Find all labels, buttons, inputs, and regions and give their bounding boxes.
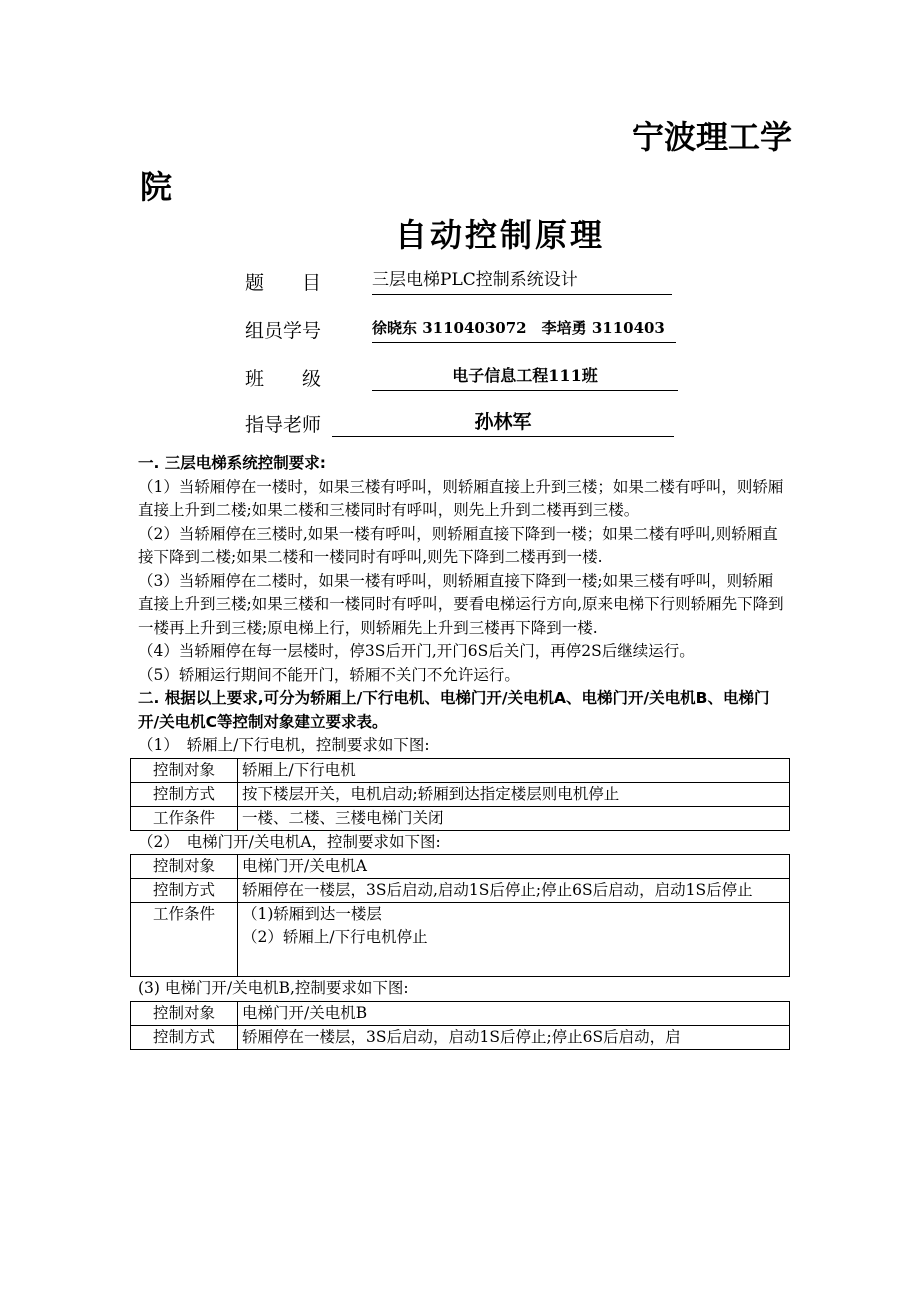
document-body [138,452,788,1050]
table-caption: (3) 电梯门开/关电机B,控制要求如下图: [138,979,409,997]
members-value: 徐晓东 3110403072 李培勇 3110403 [372,316,676,343]
table-row [131,879,790,903]
topic-value: 三层电梯PLC控制系统设计 [372,268,672,295]
table-row [131,782,790,806]
topic-label: 题 目 [245,272,322,294]
university-title-line2: 院 [140,168,173,206]
requirement-item: （3）当轿厢停在二楼时，如果一楼有呼叫，则轿厢直接下降到一楼;如果三楼有呼叫，则轿厢直接上升到三楼;如果三楼和一楼同时有呼叫，要看电梯运行方向,原来电梯下行则轿厢先下降到一楼再上升到三楼;原电梯上行，则轿厢先上升到三楼再下降到一楼. [138,571,784,637]
teacher-label: 指导老师 [245,414,322,436]
teacher-value: 孙林军 [332,410,674,437]
table-value: 轿厢停在一楼层，3S后启动，启动1S后停止;停止6S后启动，启 [238,1025,790,1049]
table-key: 控制方式 [131,1025,238,1049]
requirement-item: （4）当轿厢停在每一层楼时，停3S后开门,开门6S后关门，再停2S后继续运行。 [138,642,695,660]
section1-heading: 一. 三层电梯系统控制要求: [138,454,326,472]
table-key: 工作条件 [131,806,238,830]
table-row [131,1001,790,1025]
table-row [131,1025,790,1049]
table-key: 控制对象 [131,758,238,782]
table-row [131,758,790,782]
table-value: 轿厢上/下行电机 [238,758,790,782]
table-key: 控制方式 [131,782,238,806]
class-value: 电子信息工程111班 [372,364,678,391]
table-row [131,855,790,879]
table-key: 控制方式 [131,879,238,903]
requirement-item: （5）轿厢运行期间不能开门，轿厢不关门不允许运行。 [138,665,520,684]
table-caption: （2） 电梯门开/关电机A，控制要求如下图: [138,832,441,851]
requirement-table-1 [130,758,790,831]
table-value: 轿厢停在一楼层，3S后启动,启动1S后停止;停止6S后启动，启动1S后停止 [238,879,790,903]
table-row [131,903,790,977]
requirement-item: （2）当轿厢停在三楼时,如果一楼有呼叫，则轿厢直接下降到一楼；如果二楼有呼叫,则轿厢直接下降到二楼;如果二楼和一楼同时有呼叫,则先下降到二楼再到一楼. [138,524,778,566]
table-key: 工作条件 [131,903,238,977]
requirement-table-3 [130,1001,790,1050]
class-label: 班 级 [245,368,322,390]
table-row [131,806,790,830]
course-title: 自动控制原理 [394,216,605,254]
table-key: 控制对象 [131,855,238,879]
table-value: 一楼、二楼、三楼电梯门关闭 [238,806,790,830]
university-title-line1: 宁波理工学 [631,118,792,156]
table-key: 控制对象 [131,1001,238,1025]
info-row-topic [0,268,920,298]
table-value: 电梯门开/关电机A [238,855,790,879]
requirement-table-2 [130,854,790,977]
table-value: （1)轿厢到达一楼层 （2）轿厢上/下行电机停止 [238,903,790,977]
info-row-class [0,364,920,394]
requirement-item: （1）当轿厢停在一楼时，如果三楼有呼叫，则轿厢直接上升到三楼；如果二楼有呼叫，则轿厢直接上升到二楼;如果二楼和三楼同时有呼叫，则先上升到二楼再到三楼。 [138,477,784,519]
info-row-members [0,316,920,346]
table-value: 按下楼层开关，电机启动;轿厢到达指定楼层则电机停止 [238,782,790,806]
table-caption: （1） 轿厢上/下行电机，控制要求如下图: [138,736,430,754]
info-row-teacher [0,410,920,440]
table-value: 电梯门开/关电机B [238,1001,790,1025]
members-label: 组员学号 [245,320,322,342]
section2-heading: 二. 根据以上要求,可分为轿厢上/下行电机、电梯门开/关电机A、电梯门开/关电机B、电梯门开/关电机C等控制对象建立要求表。 [138,689,770,731]
